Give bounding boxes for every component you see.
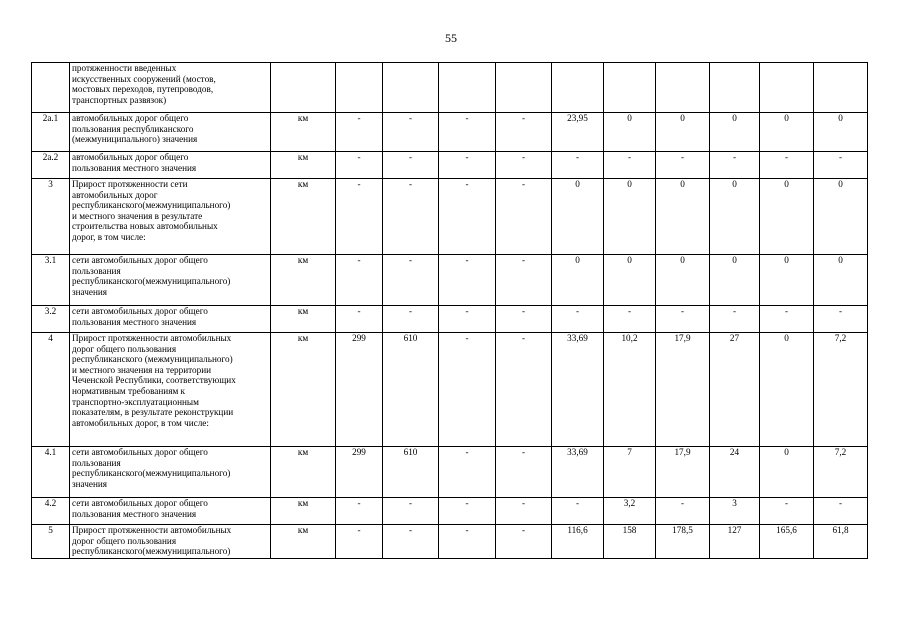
unit-cell: км [271,255,336,306]
row-number-cell: 5 [32,525,70,559]
value-cell: - [496,152,552,179]
value-cell: - [814,306,868,333]
value-cell: - [336,152,383,179]
page-number: 55 [445,31,457,45]
value-cell: - [496,113,552,152]
row-number-cell: 4 [32,333,70,447]
value-cell: - [439,152,496,179]
table-row [32,255,868,306]
value-cell: 0 [760,179,814,255]
table-row [32,63,868,113]
value-cell: - [760,498,814,525]
value-cell: - [439,113,496,152]
value-cell: - [496,447,552,498]
indicator-name-cell: сети автомобильных дорог общего пользования республиканского(межмуниципального) значения [70,447,271,498]
table-row [32,333,868,447]
value-cell: 33,69 [552,333,604,447]
value-cell [604,63,656,113]
value-cell: 7,2 [814,447,868,498]
value-cell: - [760,306,814,333]
table-row [32,179,868,255]
value-cell: - [656,152,710,179]
value-cell: - [336,498,383,525]
value-cell: - [710,306,760,333]
value-cell: 33,69 [552,447,604,498]
value-cell: 0 [760,255,814,306]
value-cell: - [496,306,552,333]
value-cell: - [336,113,383,152]
value-cell: - [710,152,760,179]
value-cell: 0 [710,113,760,152]
value-cell: - [336,525,383,559]
value-cell: - [439,255,496,306]
value-cell: 299 [336,333,383,447]
value-cell: 0 [604,113,656,152]
value-cell: 0 [814,255,868,306]
value-cell: 0 [552,255,604,306]
value-cell: - [496,498,552,525]
value-cell: - [383,255,439,306]
value-cell: - [439,525,496,559]
value-cell: 24 [710,447,760,498]
value-cell: - [604,152,656,179]
row-number-cell: 3.1 [32,255,70,306]
indicator-name-cell: сети автомобильных дорог общего пользования республиканского(межмуниципального) значения [70,255,271,306]
value-cell: 17,9 [656,447,710,498]
value-cell: - [496,179,552,255]
value-cell: 3,2 [604,498,656,525]
indicator-name-cell: автомобильных дорог общего пользования местного значения [70,152,271,179]
value-cell: - [383,306,439,333]
value-cell [552,63,604,113]
value-cell [439,63,496,113]
row-number-cell [32,63,70,113]
table-row [32,498,868,525]
table-row [32,447,868,498]
indicator-name-cell: протяженности введенных искусственных сооружений (мостов, мостовых переходов, путепроводов, транспортных развязок) [70,63,271,113]
unit-cell: км [271,333,336,447]
value-cell [496,63,552,113]
value-cell: - [552,306,604,333]
table-body [32,63,868,559]
value-cell: 610 [383,333,439,447]
value-cell: - [439,447,496,498]
value-cell: - [439,179,496,255]
value-cell: 0 [760,447,814,498]
value-cell: - [814,498,868,525]
table-row [32,306,868,333]
table-row [32,113,868,152]
value-cell: - [496,333,552,447]
unit-cell: км [271,179,336,255]
value-cell [814,63,868,113]
unit-cell: км [271,498,336,525]
value-cell: - [383,498,439,525]
value-cell: 0 [604,255,656,306]
value-cell: 0 [814,113,868,152]
value-cell: - [656,498,710,525]
value-cell: - [814,152,868,179]
value-cell: - [552,152,604,179]
value-cell: - [383,179,439,255]
unit-cell: км [271,306,336,333]
unit-cell: км [271,447,336,498]
row-number-cell: 3.2 [32,306,70,333]
unit-cell: км [271,525,336,559]
value-cell: - [336,306,383,333]
indicators-table [31,62,868,559]
row-number-cell: 2а.2 [32,152,70,179]
table-row [32,525,868,559]
value-cell: - [439,498,496,525]
value-cell [710,63,760,113]
value-cell [383,63,439,113]
value-cell: - [496,255,552,306]
value-cell: 0 [604,179,656,255]
value-cell [336,63,383,113]
value-cell: - [383,152,439,179]
unit-cell: км [271,152,336,179]
row-number-cell: 4.1 [32,447,70,498]
indicator-name-cell: сети автомобильных дорог общего пользования местного значения [70,498,271,525]
indicator-name-cell: Прирост протяженности сети автомобильных дорог республиканского(межмуниципального) и местного значения в результате строительства новых автомобильных дорог, в том числе: [70,179,271,255]
value-cell: 0 [656,255,710,306]
value-cell: 610 [383,447,439,498]
value-cell: - [439,333,496,447]
value-cell: 7 [604,447,656,498]
value-cell: 0 [552,179,604,255]
value-cell: 0 [814,179,868,255]
value-cell: 0 [760,333,814,447]
value-cell: - [439,306,496,333]
value-cell: - [656,306,710,333]
unit-cell: км [271,113,336,152]
value-cell: - [336,255,383,306]
value-cell: - [604,306,656,333]
value-cell: - [383,113,439,152]
value-cell: 61,8 [814,525,868,559]
value-cell: 0 [656,179,710,255]
indicator-name-cell: сети автомобильных дорог общего пользования местного значения [70,306,271,333]
value-cell: 17,9 [656,333,710,447]
value-cell: 7,2 [814,333,868,447]
value-cell: - [496,525,552,559]
value-cell: - [760,152,814,179]
value-cell: 158 [604,525,656,559]
row-number-cell: 3 [32,179,70,255]
value-cell: - [383,525,439,559]
value-cell: 116,6 [552,525,604,559]
indicator-name-cell: Прирост протяженности автомобильных дорог общего пользования республиканского(межмуниципального) [70,525,271,559]
value-cell: - [336,179,383,255]
unit-cell [271,63,336,113]
row-number-cell: 4.2 [32,498,70,525]
value-cell: 3 [710,498,760,525]
value-cell: 23,95 [552,113,604,152]
value-cell: 10,2 [604,333,656,447]
value-cell: 299 [336,447,383,498]
row-number-cell: 2а.1 [32,113,70,152]
value-cell: 0 [760,113,814,152]
value-cell [760,63,814,113]
table-row [32,152,868,179]
indicator-name-cell: автомобильных дорог общего пользования республиканского (межмуниципального) значения [70,113,271,152]
value-cell: 0 [710,179,760,255]
value-cell: 0 [656,113,710,152]
value-cell: 27 [710,333,760,447]
value-cell: 178,5 [656,525,710,559]
value-cell [656,63,710,113]
value-cell: 0 [710,255,760,306]
value-cell: 127 [710,525,760,559]
value-cell: 165,6 [760,525,814,559]
value-cell: - [552,498,604,525]
indicator-name-cell: Прирост протяженности автомобильных дорог общего пользования республиканского (межмуниципального) и местного значения на территории Чеченской Республики, соответствующих нормативным требованиям к транспортно-эксплуатационным показателям, в результате реконструкции автомобильных дорог, в том числе: [70,333,271,447]
